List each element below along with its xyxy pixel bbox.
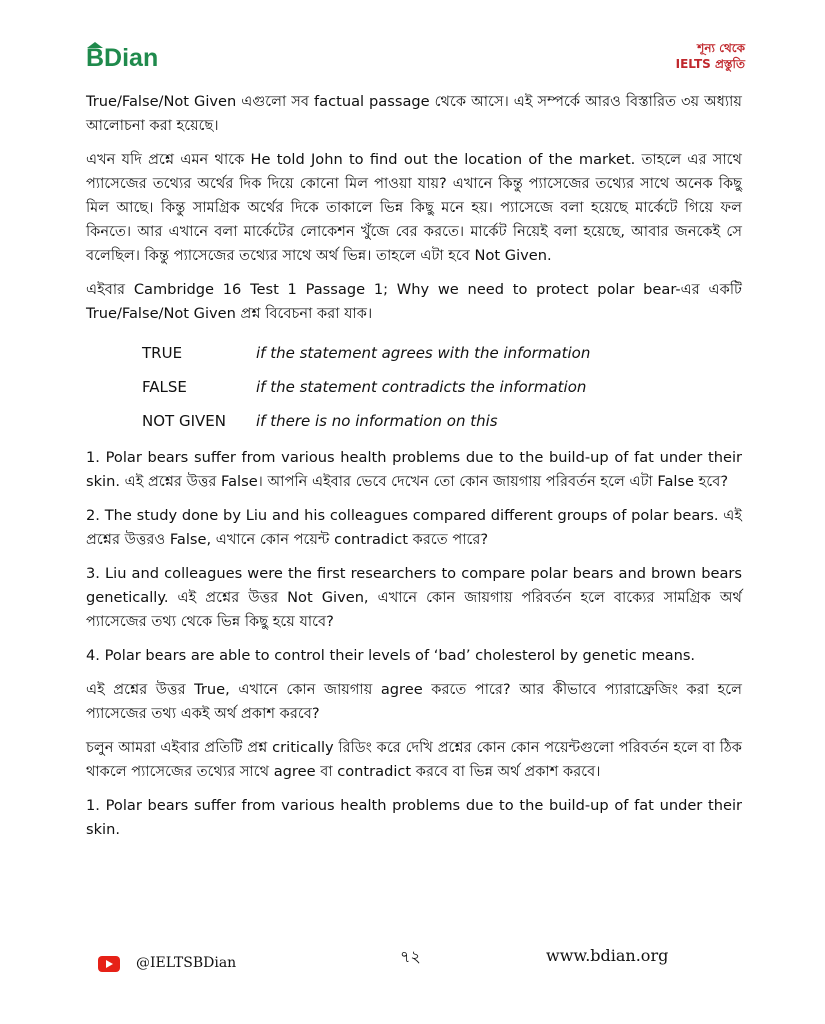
- question-paragraph: 3. Liu and colleagues were the first researchers to compare polar bears and brown bears genetically. এই প্রশ্নের উত্তর Not Given, এখানে কোন জায়গায় পরিবর্তন হলে বাক্যের সামগ্রিক অর্থ প্যাসেজের তথ্য থেকে ভিন্ন কিছু হয়ে যাবে?: [86, 565, 742, 630]
- definition-description: if there is no information on this: [256, 412, 498, 430]
- tagline-line-2: IELTS প্রস্তুতি: [675, 57, 745, 71]
- brand-logo: [86, 44, 158, 73]
- question-paragraph: 1. Polar bears suffer from various health problems due to the build-up of fat under their skin.: [86, 797, 742, 838]
- question-paragraph: 4. Polar bears are able to control their levels of ‘bad’ cholesterol by genetic means.: [86, 647, 696, 664]
- page-number: ৭২: [400, 947, 421, 966]
- definition-row: [142, 370, 742, 404]
- page-content: [86, 90, 742, 852]
- definition-row: [142, 404, 742, 438]
- definition-term: TRUE: [142, 344, 183, 362]
- definition-term: FALSE: [142, 378, 187, 396]
- definition-row: [142, 336, 742, 370]
- website-link[interactable]: www.bdian.org: [546, 946, 669, 965]
- graduation-cap-icon: [87, 42, 103, 48]
- definition-description: if the statement contradicts the information: [256, 378, 587, 396]
- youtube-handle[interactable]: @IELTSBDian: [136, 955, 237, 971]
- paragraph: এই প্রশ্নের উত্তর True, এখানে কোন জায়গায় agree করতে পারে? আর কীভাবে প্যারাফ্রেজিং করা হলে প্যাসেজের তথ্য একই অর্থ প্রকাশ করবে?: [86, 681, 742, 722]
- paragraph: True/False/Not Given এগুলো সব factual passage থেকে আসে। এই সম্পর্কে আরও বিস্তারিত ৩য় অধ্যায় আলোচনা করা হয়েছে।: [86, 93, 742, 134]
- definition-term: NOT GIVEN: [142, 412, 226, 430]
- answer-definitions: [142, 336, 742, 438]
- youtube-icon[interactable]: [98, 956, 120, 972]
- question-paragraph: 2. The study done by Liu and his colleagues compared different groups of polar bears. এই প্রশ্নের উত্তরও False, এখানে কোন পয়েন্ট contradict করতে পারে?: [86, 507, 742, 548]
- header-tagline: [676, 40, 745, 72]
- paragraph: এইবার Cambridge 16 Test 1 Passage 1; Why we need to protect polar bear-এর একটি True/False/Not Given প্রশ্ন বিবেচনা করা যাক।: [86, 281, 742, 322]
- definition-description: if the statement agrees with the information: [256, 344, 591, 362]
- brand-logo-text: BDian: [86, 44, 159, 72]
- tagline-line-1: শূন্য থেকে: [697, 41, 745, 55]
- paragraph: চলুন আমরা এইবার প্রতিটি প্রশ্ন critically রিডিং করে দেখি প্রশ্নের কোন কোন পয়েন্টগুলো পরিবর্তন হলে বা ঠিক থাকলে প্যাসেজের তথ্যের সাথে agree বা contradict করবে বা ভিন্ন অর্থ প্রকাশ করবে।: [86, 739, 742, 780]
- question-paragraph: 1. Polar bears suffer from various health problems due to the build-up of fat under their skin. এই প্রশ্নের উত্তর False। আপনি এইবার ভেবে দেখেন তো কোন জায়গায় পরিবর্তন হলে এটা False হবে?: [86, 449, 742, 490]
- paragraph: এখন যদি প্রশ্নে এমন থাকে He told John to find out the location of the market. তাহলে এর সাথে প্যাসেজের তথ্যের অর্থের দিক দিয়ে কোনো মিল পাওয়া যায়? এখানে কিন্তু প্যাসেজের তথ্যের সাথে অনেক কিছু মিল আছে। কিন্তু সামগ্রিক অর্থের দিকে তাকালে ভিন্ন কিছু মনে হয়। প্যাসেজে বলা হয়েছে মার্কেটে গিয়ে ফল কিনতে। আর এখানে বলা মার্কেটের লোকেশন খুঁজে বের করতে। মার্কেট নিয়েই বলা হয়েছে, আবার জনকেই সে বলেছিল। কিন্তু প্যাসেজের তথ্যের সাথে অর্থ ভিন্ন। তাহলে এটা হবে Not Given.: [86, 151, 742, 264]
